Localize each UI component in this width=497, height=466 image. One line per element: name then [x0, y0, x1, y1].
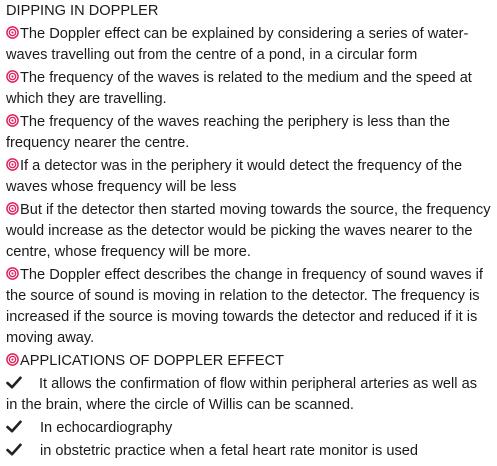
target-icon	[6, 202, 19, 215]
target-icon	[6, 158, 19, 171]
paragraph	[6, 68, 492, 110]
paragraph-text: The frequency of the waves is related to the medium and the speed at which they are travelling.	[6, 70, 472, 107]
paragraph-text: If a detector was in the periphery it would detect the frequency of the waves whose frequency will be less	[6, 158, 463, 195]
applications-heading-text: APPLICATIONS OF DOPPLER EFFECT	[20, 353, 285, 369]
target-icon	[6, 353, 19, 366]
applications-heading	[6, 351, 492, 372]
list-item-text: It allows the confirmation of flow within peripheral arteries as well as in the brain, where the circle of Willis can be scanned.	[6, 376, 478, 413]
list-item	[6, 441, 492, 462]
document-title: DIPPING IN DOPPLER	[6, 3, 159, 19]
check-icon	[6, 443, 22, 456]
paragraph-text: The Doppler effect describes the change in frequency of sound waves if the source of sound is moving in relation to the detector. The frequency is increased if the source is moving towards the detector and reduced if it is moving away.	[6, 267, 483, 346]
target-icon	[6, 267, 19, 280]
paragraph	[6, 112, 492, 154]
check-icon	[6, 420, 22, 433]
list-item	[6, 418, 492, 439]
paragraph-text: But if the detector then started moving towards the source, the frequency would increase as the detector would be picking the waves nearer to the centre, whose frequency will be more.	[6, 202, 491, 260]
paragraph	[6, 24, 492, 66]
paragraph-text: The Doppler effect can be explained by considering a series of water-waves travelling out from the centre of a pond, in a circular form	[6, 26, 469, 63]
list-item	[6, 374, 492, 416]
target-icon	[6, 114, 19, 127]
paragraph	[6, 156, 492, 198]
paragraph	[6, 265, 492, 349]
list-item-text: in obstetric practice when a fetal heart rate monitor is used	[40, 443, 419, 459]
paragraph	[6, 200, 492, 263]
target-icon	[6, 26, 19, 39]
target-icon	[6, 70, 19, 83]
check-icon	[6, 376, 22, 389]
paragraph-text: The frequency of the waves reaching the periphery is less than the frequency nearer the centre.	[6, 114, 450, 151]
list-item-text: In echocardiography	[40, 420, 173, 436]
